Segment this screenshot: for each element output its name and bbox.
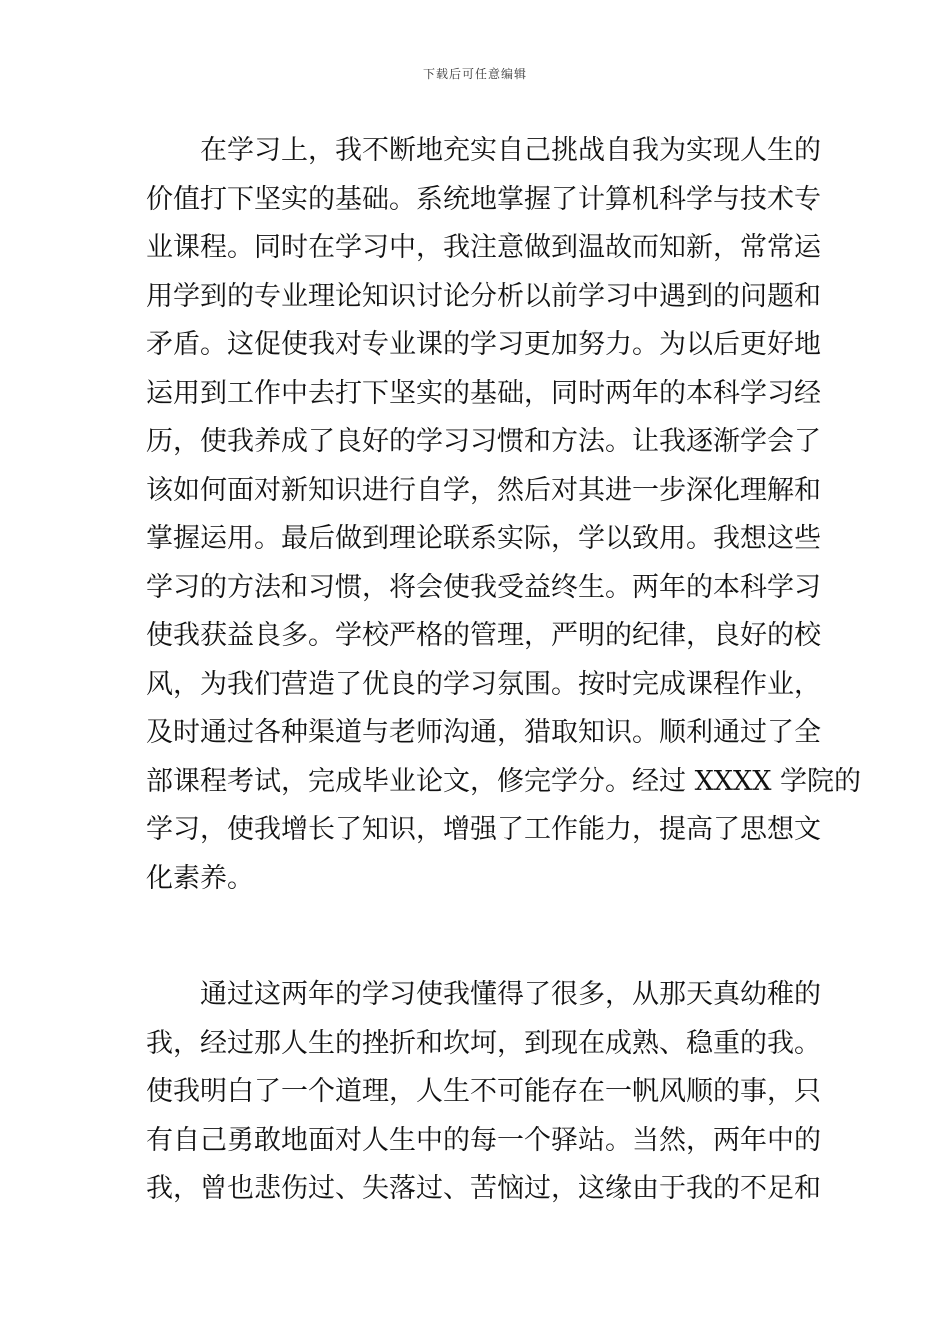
paragraph-2 [146,971,821,1214]
paragraph-1 [146,127,862,903]
paragraph-line: 及时通过各种渠道与老师沟通，猎取知识。顺利通过了全 [146,717,821,748]
paragraph-line: 历，使我养成了良好的学习习惯和方法。让我逐渐学会了 [146,426,821,457]
paragraph-line: 在学习上，我不断地充实自己挑战自我为实现人生的 [200,135,821,166]
paragraph-line: 学习，使我增长了知识，增强了工作能力，提高了思想文 [146,814,821,845]
paragraph-line: 我，曾也悲伤过、失落过、苦恼过，这缘由于我的不足和 [146,1173,821,1204]
document-body [146,127,862,1214]
paragraph-line: 化素养。 [146,862,254,894]
paragraph-spacer [146,903,810,971]
paragraph-line: 运用到工作中去打下坚实的基础，同时两年的本科学习经 [146,377,821,409]
paragraph-line: 业课程。同时在学习中，我注意做到温故而知新，常常运 [146,232,821,263]
paragraph-line: 部课程考试，完成毕业论文，修完学分。经过 XXXX 学院的 [146,765,862,797]
paragraph-line: 使我获益良多。学校严格的管理，严明的纪律，良好的校 [146,620,821,651]
paragraph-line: 价值打下坚实的基础。系统地掌握了计算机科学与技术专 [146,183,821,215]
paragraph-line: 风，为我们营造了优良的学习氛围。按时完成课程作业， [146,668,821,700]
paragraph-line: 学习的方法和习惯，将会使我受益终生。两年的本科学习 [146,571,821,603]
paragraph-line: 该如何面对新知识进行自学，然后对其进一步深化理解和 [146,474,821,506]
paragraph-line: 掌握运用。最后做到理论联系实际，学以致用。我想这些 [146,523,821,554]
paragraph-line: 通过这两年的学习使我懂得了很多，从那天真幼稚的 [200,979,821,1010]
page-header: 下载后可任意编辑 [422,67,527,81]
paragraph-line: 有自己勇敢地面对人生中的每一个驿站。当然，两年中的 [146,1124,821,1156]
paragraph-line: 矛盾。这促使我对专业课的学习更加努力。为以后更好地 [146,329,821,360]
paragraph-line: 使我明白了一个道理，人生不可能存在一帆风顺的事，只 [146,1076,821,1107]
paragraph-line: 我，经过那人生的挫折和坎坷，到现在成熟、稳重的我。 [146,1027,821,1059]
paragraph-line: 用学到的专业理论知识讨论分析以前学习中遇到的问题和 [146,280,821,312]
